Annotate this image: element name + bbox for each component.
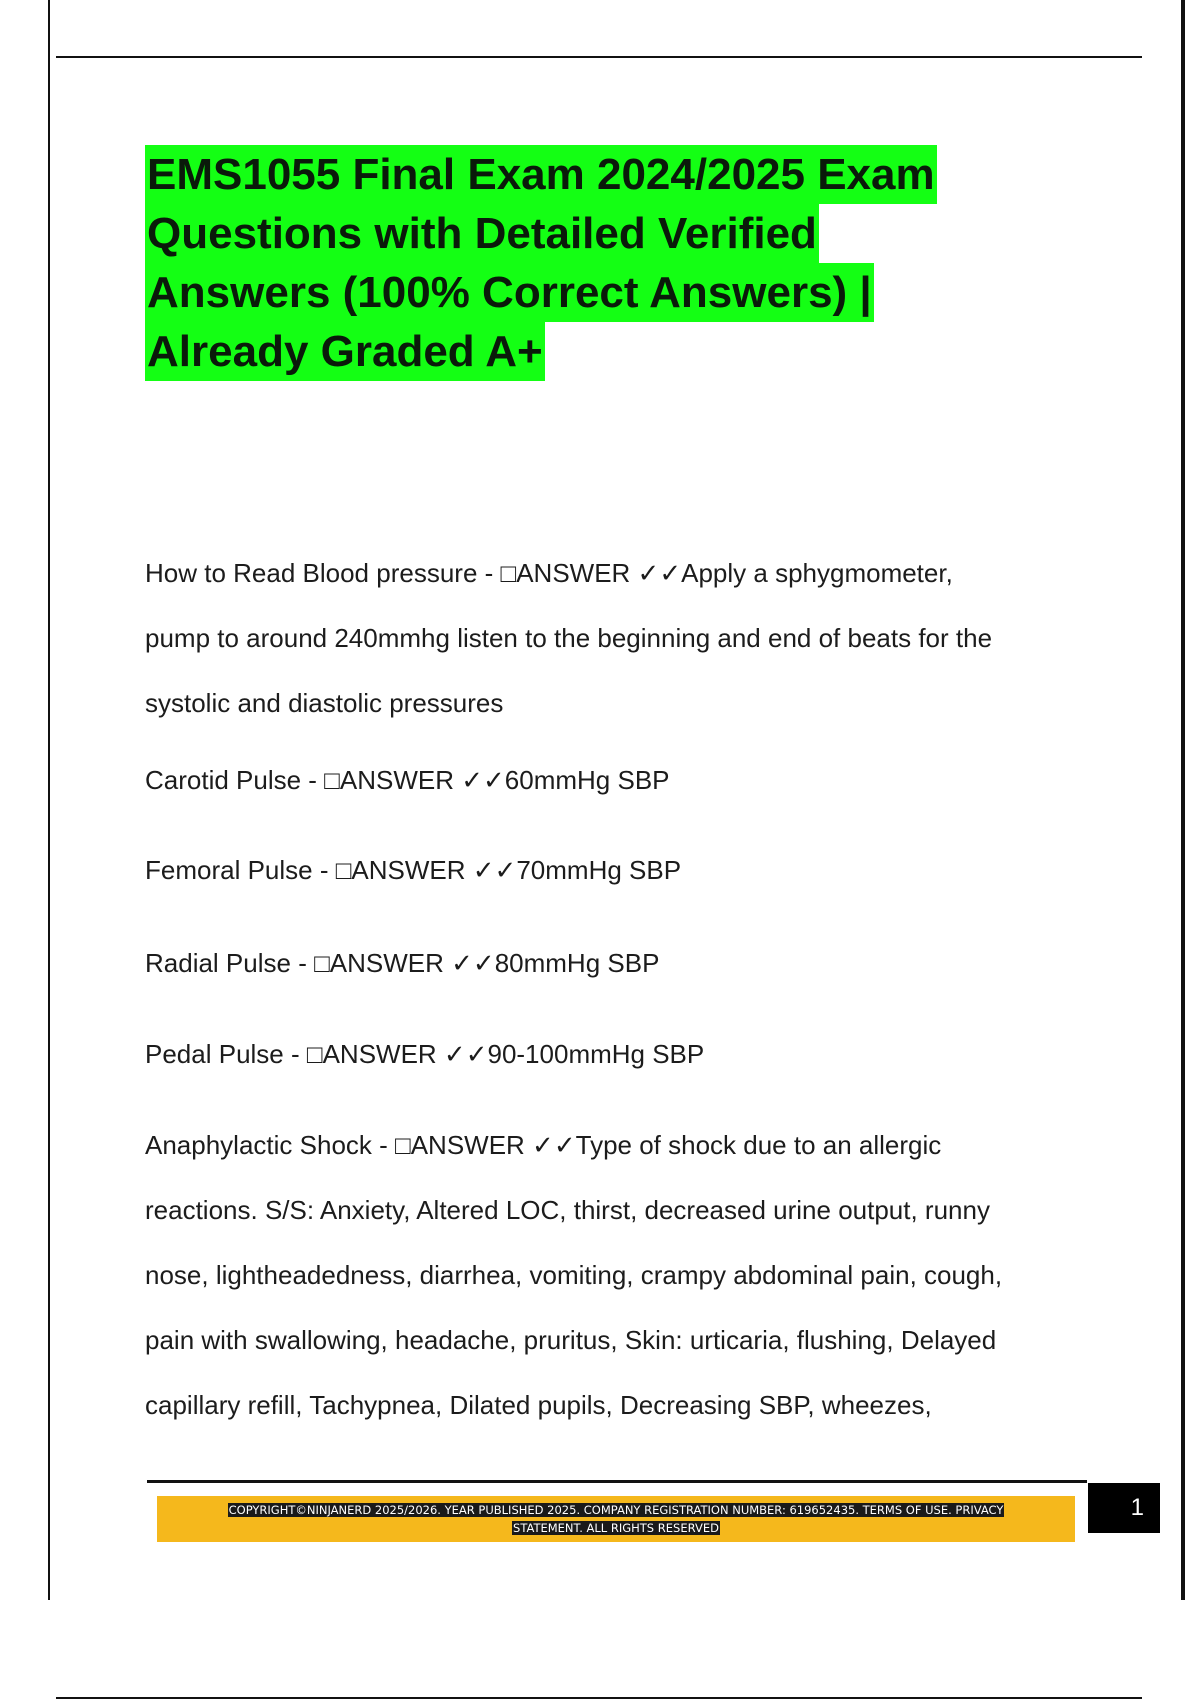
- qa-entry-blood-pressure: [145, 541, 1095, 736]
- qa-line: Pedal Pulse - □ANSWER ✓✓90-100mmHg SBP: [145, 1039, 705, 1069]
- qa-line: Carotid Pulse - □ANSWER ✓✓60mmHg SBP: [145, 765, 670, 795]
- title-line: Already Graded A+: [145, 322, 545, 381]
- qa-entry-femoral-pulse: [145, 852, 1095, 888]
- copyright-line: COPYRIGHT©NINJANERD 2025/2026. YEAR PUBLISHED 2025. COMPANY REGISTRATION NUMBER: 619652435. TERMS OF USE. PRIVACY: [228, 1503, 1004, 1517]
- qa-entry-pedal-pulse: [145, 1036, 1095, 1072]
- qa-line: systolic and diastolic pressures: [145, 688, 504, 718]
- qa-line: capillary refill, Tachypnea, Dilated pupils, Decreasing SBP, wheezes,: [145, 1390, 932, 1420]
- qa-entry-radial-pulse: [145, 945, 1095, 981]
- copyright-notice: [157, 1501, 1075, 1537]
- qa-line: How to Read Blood pressure - □ANSWER ✓✓Apply a sphygmometer,: [145, 558, 953, 588]
- qa-line: Radial Pulse - □ANSWER ✓✓80mmHg SBP: [145, 948, 660, 978]
- qa-entry-carotid-pulse: [145, 762, 1095, 798]
- footer-rule: [147, 1480, 1087, 1483]
- qa-line: Femoral Pulse - □ANSWER ✓✓70mmHg SBP: [145, 855, 682, 885]
- qa-entry-anaphylactic-shock: [145, 1113, 1095, 1438]
- title-line: EMS1055 Final Exam 2024/2025 Exam: [145, 145, 937, 204]
- bottom-rule: [56, 1697, 1142, 1699]
- qa-line: pain with swallowing, headache, pruritus, Skin: urticaria, flushing, Delayed: [145, 1325, 997, 1355]
- page-number-badge: [1088, 1483, 1160, 1533]
- page-number: 1: [1130, 1494, 1144, 1521]
- title-line: Answers (100% Correct Answers) |: [145, 263, 874, 322]
- document-title: [145, 145, 1045, 381]
- right-page-border: [1181, 0, 1185, 1600]
- qa-line: Anaphylactic Shock - □ANSWER ✓✓Type of shock due to an allergic: [145, 1130, 942, 1160]
- top-rule: [56, 56, 1142, 58]
- left-page-border: [48, 0, 50, 1600]
- qa-line: pump to around 240mmhg listen to the beginning and end of beats for the: [145, 623, 993, 653]
- qa-line: nose, lightheadedness, diarrhea, vomiting, crampy abdominal pain, cough,: [145, 1260, 1003, 1290]
- title-line: Questions with Detailed Verified: [145, 204, 819, 263]
- copyright-line: STATEMENT. ALL RIGHTS RESERVED: [513, 1521, 719, 1535]
- qa-line: reactions. S/S: Anxiety, Altered LOC, thirst, decreased urine output, runny: [145, 1195, 990, 1225]
